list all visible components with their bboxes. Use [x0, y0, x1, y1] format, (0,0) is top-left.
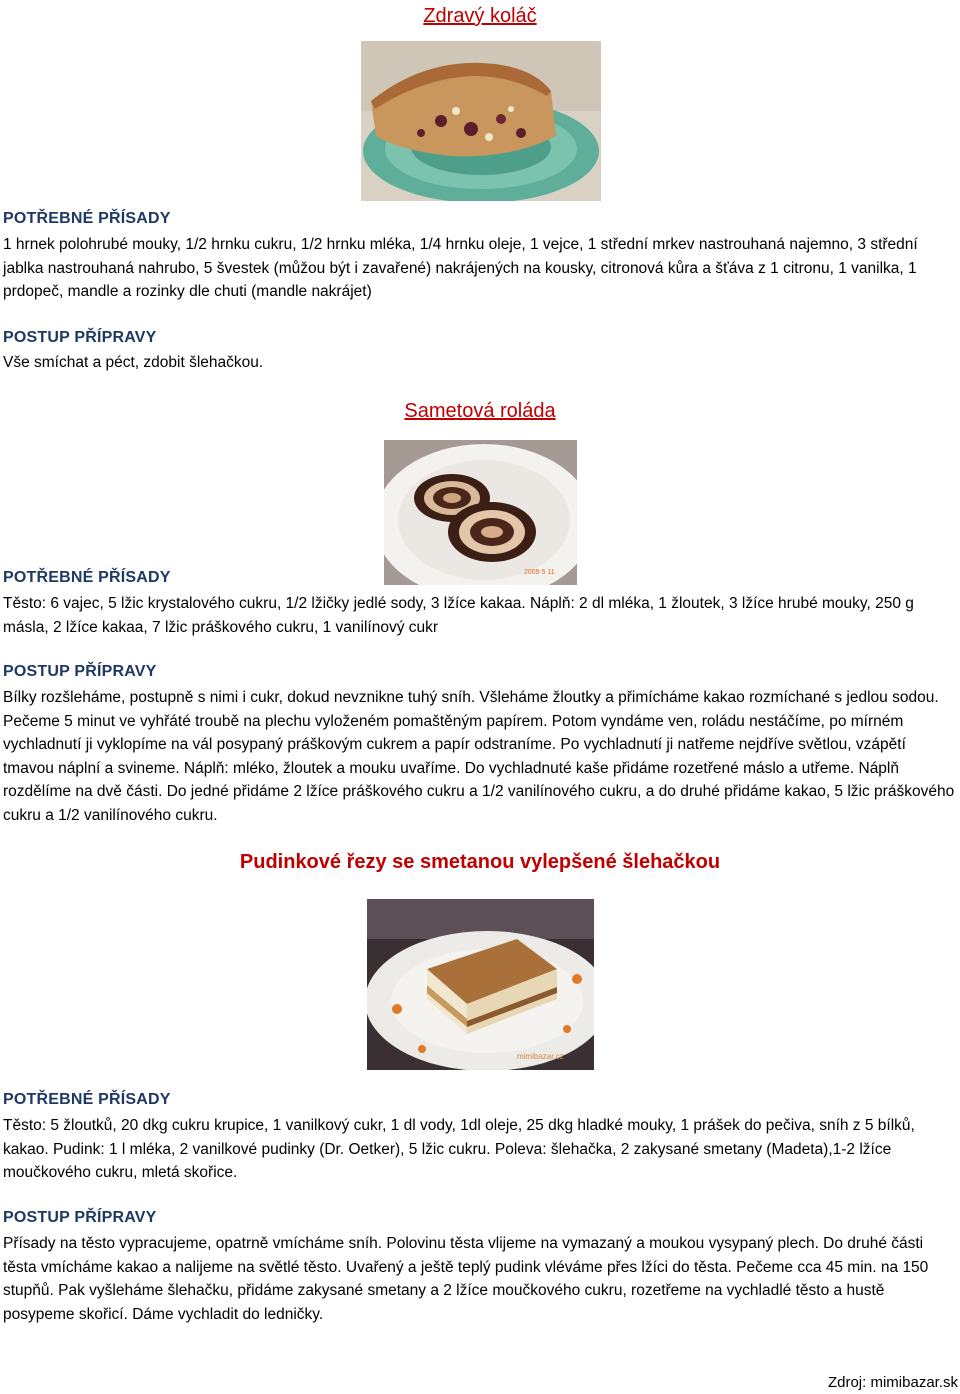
method-heading-3: POSTUP PŘÍPRAVY [3, 1209, 157, 1226]
ingredients-text-3: Těsto: 5 žloutků, 20 dkg cukru krupice, 1 vanilkový cukr, 1 dl vody, 1dl oleje, 25 dkg hladké mouky, 1 prášek do pečiva, sníh z 5 bílků, kakao. Pudink: 1 l mléka, 2 vanilkové pudinky (Dr. Oetker), 5 lžic cukru. Poleva: šlehačka, 2 zakysané smetany (Madeta),1-2 lžíce moučkového cukru, mletá skořice. [3, 1117, 915, 1181]
ingredients-text-1: 1 hrnek polohrubé mouky, 1/2 hrnku cukru, 1/2 hrnku mléka, 1/4 hrnku oleje, 1 vejce, 1 střední mrkev nastrouhaná najemno, 3 střední jablka nastrouhaná nahrubo, 5 švestek (můžou být i zavařené) nakrájených na kousky, citronová kůra a šťáva z 1 citronu, 1 vanilka, 1 prdopeč, mandle a rozinky dle chuti (mandle nakrájet) [3, 236, 918, 300]
ingredients-heading-1: POTŘEBNÉ PŘÍSADY [3, 210, 171, 227]
pudding-slice-photo [367, 899, 594, 1070]
cake-photo-1 [361, 41, 601, 201]
recipe-title-2: Sametová roláda [404, 400, 556, 422]
method-heading-1: POSTUP PŘÍPRAVY [3, 329, 157, 346]
photo-watermark: mimibazar.cz [517, 1052, 564, 1061]
photo-stamp: 2009 5 11 [524, 569, 555, 576]
method-text-3: Přísady na těsto vypracujeme, opatrně vmícháme sníh. Polovinu těsta vlijeme na vymazaný a moukou vysypaný plech. Do druhé části těsta vmícháme kakao a nalijeme na světlé těsto. Uvařený a ještě teplý pudink vléváme přes lžíci do těsta. Pečeme cca 45 min. na 150 stupňů. Pak vyšleháme šlehačku, přidáme zakysané smetany a 2 lžíce moučkového cukru, rozetřeme na vychladlé těsto a hustě posypeme skořicí. Dáme vychladit do ledničky. [3, 1235, 929, 1323]
recipe-title-1: Zdravý koláč [423, 5, 537, 27]
method-text-1: Vše smíchat a péct, zdobit šlehačkou. [3, 354, 264, 371]
method-text-2: Bílky rozšleháme, postupně s nimi i cukr, dokud nevznikne tuhý sníh. Všleháme žloutky a přimícháme kakao rozmíchané s jedlou sodou. Pečeme 5 minut ve vyhřáté troubě na plechu vyloženém pomaštěným papírem. Potom vyndáme ven, roládu nestáčíme, po mírném vychladnutí ji vyklopíme na vál posypaný práškovým cukrem a papír odstraníme. Po vychladnutí ji natřeme nejdříve světlou, vzápětí tmavou náplní a svineme. Náplň: mléko, žloutek a mouku uvaříme. Do vychladnuté kaše přidáme rozetřené máslo a utřeme. Náplň rozdělíme na dvě části. Do jedné přidáme 2 lžíce práškového cukru a 1/2 vanilínového cukru, a do druhé přidáme kakao, 5 lžic práškového cukru a 1/2 vanilínového cukru. [3, 689, 955, 824]
roulade-photo [384, 440, 577, 585]
ingredients-heading-3: POTŘEBNÉ PŘÍSADY [3, 1091, 171, 1108]
ingredients-text-2: Těsto: 6 vajec, 5 lžic krystalového cukru, 1/2 lžičky jedlé sody, 3 lžíce kakaa. Náplň: 2 dl mléka, 1 žloutek, 3 lžíce hrubé mouky, 250 g másla, 2 lžíce kakaa, 7 lžic práškového cukru, 1 vanilínový cukr [3, 595, 914, 636]
ingredients-heading-2: POTŘEBNÉ PŘÍSADY [3, 569, 171, 586]
source-footer: Zdroj: mimibazar.sk [827, 1374, 958, 1391]
recipe-title-3: Pudinkové řezy se smetanou vylepšené šlehačkou [239, 851, 721, 873]
method-heading-2: POSTUP PŘÍPRAVY [3, 663, 157, 680]
